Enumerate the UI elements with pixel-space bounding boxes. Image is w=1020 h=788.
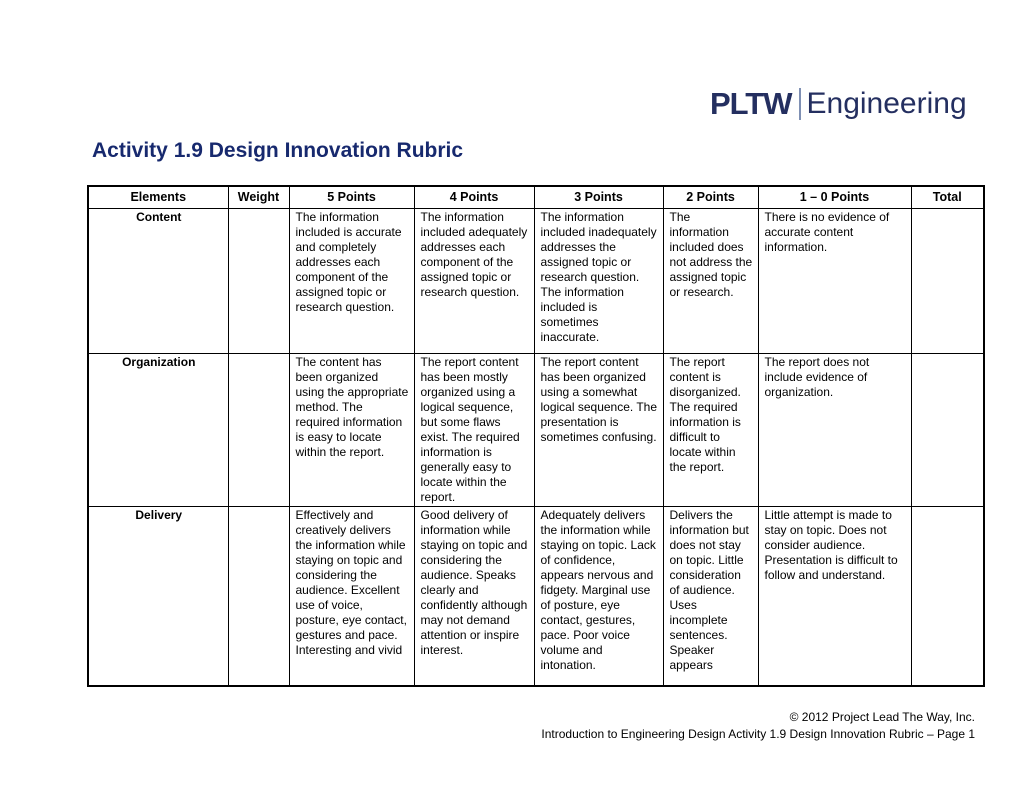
header-5-points: 5 Points: [289, 186, 414, 208]
page-footer: [541, 709, 975, 743]
content-1-0points-cell: There is no evidence of accurate content information.: [758, 208, 911, 353]
content-2points-cell: The information included does not address the assigned topic or research.: [663, 208, 758, 353]
footer-document-info: Introduction to Engineering Design Activity 1.9 Design Innovation Rubric – Page 1: [541, 727, 975, 741]
page-title: Activity 1.9 Design Innovation Rubric: [92, 139, 464, 162]
header-4-points: 4 Points: [414, 186, 534, 208]
organization-4points-cell: The report content has been mostly organized using a logical sequence, but some flaws exist. The required information is generally easy to locate within the report.: [414, 353, 534, 506]
delivery-total-cell: [911, 506, 984, 686]
organization-2points-cell: The report content is disorganized. The required information is difficult to locate within the report.: [663, 353, 758, 506]
footer-copyright: © 2012 Project Lead The Way, Inc.: [789, 710, 975, 724]
delivery-1-0points-cell: Little attempt is made to stay on topic. Does not consider audience. Presentation is difficult to follow and understand.: [758, 506, 911, 686]
delivery-4points-cell: Good delivery of information while staying on topic and considering the audience. Speaks clearly and confidently although may not demand attention or inspire interest.: [414, 506, 534, 686]
header-2-points: 2 Points: [663, 186, 758, 208]
content-element-label: Content: [88, 208, 228, 353]
organization-element-label: Organization: [88, 353, 228, 506]
content-3points-cell: The information included inadequately addresses the assigned topic or research question. The information included is sometimes inaccurate.: [534, 208, 663, 353]
content-4points-cell: The information included adequately addresses each component of the assigned topic or research question.: [414, 208, 534, 353]
header-elements: Elements: [88, 186, 228, 208]
delivery-element-label: Delivery: [88, 506, 228, 686]
content-weight-cell: [228, 208, 289, 353]
logo-brand-text: Engineering: [806, 87, 967, 120]
organization-3points-cell: The report content has been organized using a somewhat logical sequence. The presentation is sometimes confusing.: [534, 353, 663, 506]
content-total-cell: [911, 208, 984, 353]
pltw-engineering-logo: [710, 86, 967, 122]
delivery-3points-cell: Adequately delivers the information while staying on topic. Lack of confidence, appears nervous and fidgety. Marginal use of posture, eye contact, gestures, pace. Poor voice volume and intonation.: [534, 506, 663, 686]
logo-divider-bar: [799, 88, 801, 120]
rubric-row-content: [88, 208, 984, 353]
delivery-5points-cell: Effectively and creatively delivers the information while staying on topic and considering the audience. Excellent use of voice, posture, eye contact, gestures and pace. Interesting and vivid: [289, 506, 414, 686]
organization-1-0points-cell: The report does not include evidence of organization.: [758, 353, 911, 506]
rubric-row-delivery: [88, 506, 984, 686]
header-3-points: 3 Points: [534, 186, 663, 208]
organization-5points-cell: The content has been organized using the appropriate method. The required information is easy to locate within the report.: [289, 353, 414, 506]
header-total: Total: [911, 186, 984, 208]
rubric-header-row: [88, 186, 984, 208]
delivery-2points-cell: Delivers the information but does not stay on topic. Little consideration of audience. Uses incomplete sentences. Speaker appears: [663, 506, 758, 686]
rubric-row-organization: [88, 353, 984, 506]
organization-weight-cell: [228, 353, 289, 506]
header-1-0-points: 1 – 0 Points: [758, 186, 911, 208]
organization-total-cell: [911, 353, 984, 506]
delivery-weight-cell: [228, 506, 289, 686]
logo-pltw-text: PLTW: [710, 86, 792, 121]
rubric-table: [87, 185, 985, 687]
content-5points-cell: The information included is accurate and completely addresses each component of the assigned topic or research question.: [289, 208, 414, 353]
header-weight: Weight: [228, 186, 289, 208]
